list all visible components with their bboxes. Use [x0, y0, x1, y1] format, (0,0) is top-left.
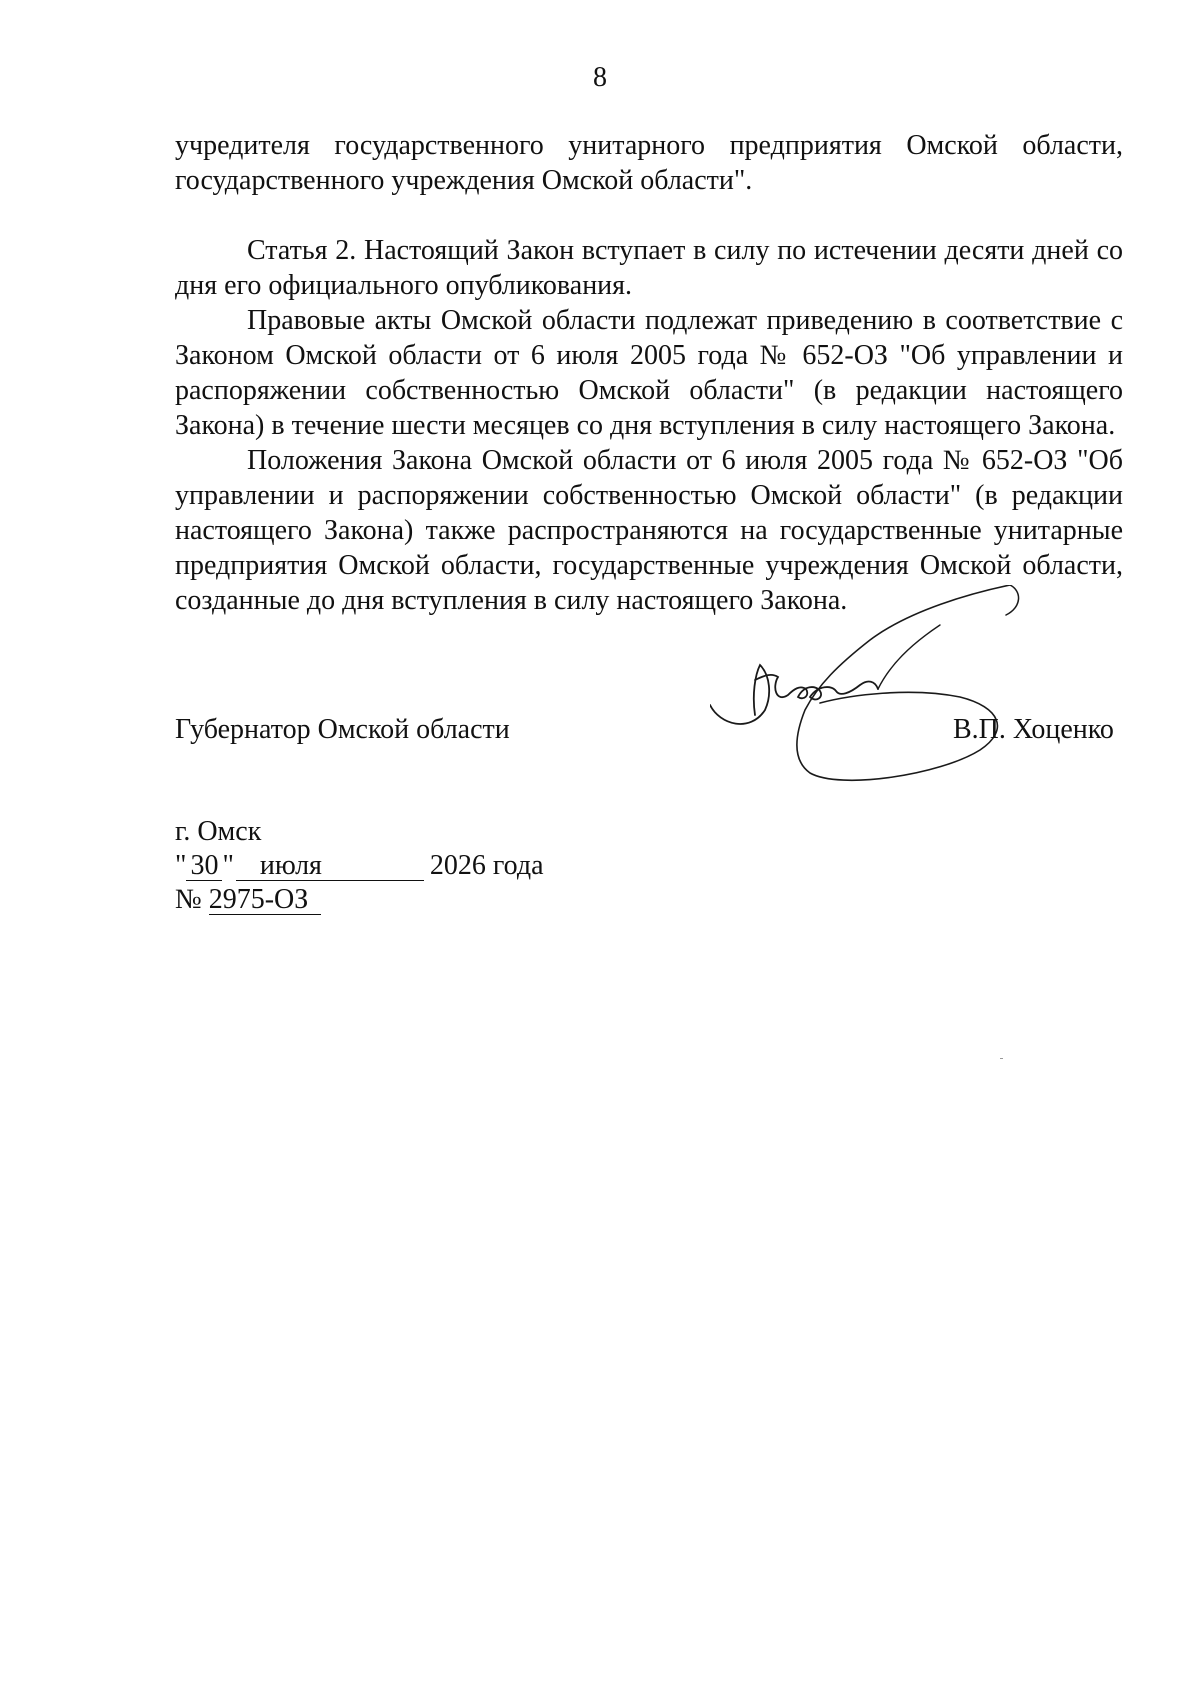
- date-quote-open: ": [175, 850, 187, 881]
- paragraph-legal-acts: Правовые акты Омской области подлежат приведению в соответствие с Законом Омской области от 6 июля 2005 года № 652-ОЗ "Об управлении и распоряжении собственностью Омской области" (в редакции настоящего Закона) в течение шести месяцев со дня вступления в силу настоящего Закона.: [175, 305, 1123, 441]
- page-number: 8: [593, 62, 607, 93]
- document-number: 2975-ОЗ: [209, 886, 321, 915]
- date-month: июля: [236, 852, 424, 881]
- scan-speck: [1000, 1058, 1003, 1059]
- signatory-name: В.П. Хоценко: [953, 714, 1114, 745]
- date-day: 30: [186, 852, 222, 881]
- date-year: 2026 года: [429, 850, 544, 881]
- place-of-signing: г. Омск: [175, 816, 262, 847]
- paragraph-article-2: Статья 2. Настоящий Закон вступает в силу по истечении десяти дней со дня его официального опубликования.: [175, 235, 1123, 301]
- document-number-line: [175, 884, 321, 916]
- number-sign: №: [175, 884, 202, 915]
- signatory-title: Губернатор Омской области: [175, 714, 510, 745]
- paragraph-continuation: учредителя государственного унитарного предприятия Омской области, государственного учреждения Омской области".: [175, 130, 1123, 196]
- document-body: [175, 128, 1123, 618]
- paragraph-provisions: Положения Закона Омской области от 6 июля 2005 года № 652-ОЗ "Об управлении и распоряжении собственностью Омской области" (в редакции настоящего Закона) также распространяются на государственные унитарные предприятия Омской области, государственные учреждения Омской области, созданные до дня вступления в силу настоящего Закона.: [175, 445, 1123, 616]
- date-quote-close: ": [222, 850, 234, 881]
- date-line: [175, 850, 544, 882]
- handwritten-signature: [710, 585, 1110, 785]
